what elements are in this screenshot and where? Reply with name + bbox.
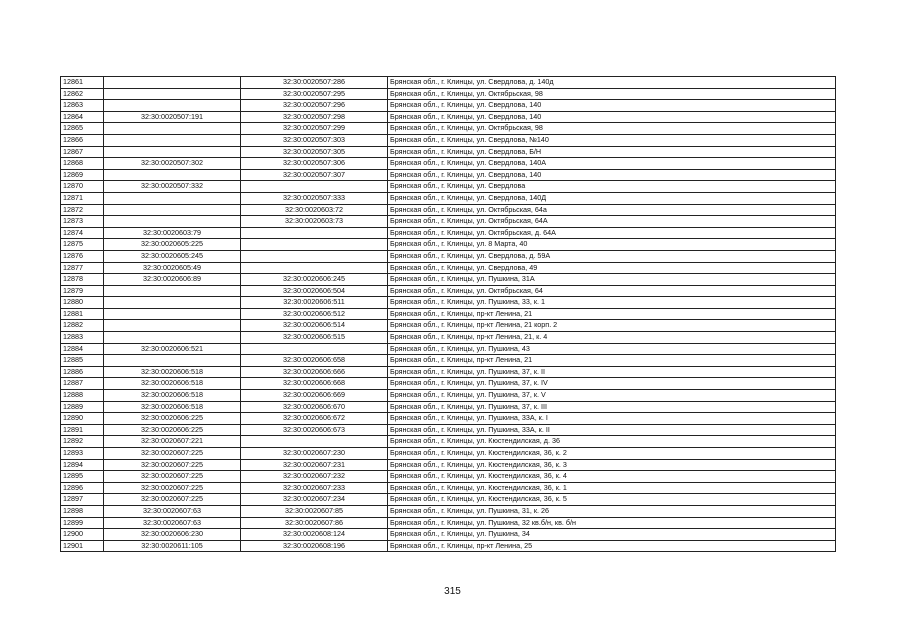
- table-row: [61, 158, 836, 170]
- address-cell: Брянская обл., г. Клинцы, ул. Пушкина, 37, к. III: [388, 401, 836, 413]
- parent-cadastral-number-cell: [104, 285, 241, 297]
- row-number-cell: 12870: [61, 181, 104, 193]
- cadastral-number-cell: 32:30:0020507:298: [241, 111, 388, 123]
- row-number-cell: 12872: [61, 204, 104, 216]
- parent-cadastral-number-cell: 32:30:0020611:105: [104, 540, 241, 552]
- parent-cadastral-number-cell: [104, 216, 241, 228]
- table-row: [61, 517, 836, 529]
- parent-cadastral-number-cell: [104, 308, 241, 320]
- table-row: [61, 390, 836, 402]
- row-number-cell: 12889: [61, 401, 104, 413]
- cadastral-number-cell: 32:30:0020606:668: [241, 378, 388, 390]
- cadastral-number-cell: 32:30:0020606:673: [241, 424, 388, 436]
- address-cell: Брянская обл., г. Клинцы, ул. Октябрьская, д. 64А: [388, 227, 836, 239]
- parent-cadastral-number-cell: 32:30:0020606:225: [104, 413, 241, 425]
- address-cell: Брянская обл., г. Клинцы, ул. Кюстендилская, 36, к. 3: [388, 459, 836, 471]
- row-number-cell: 12901: [61, 540, 104, 552]
- cadastral-number-cell: [241, 239, 388, 251]
- cadastral-number-cell: 32:30:0020507:299: [241, 123, 388, 135]
- row-number-cell: 12876: [61, 250, 104, 262]
- row-number-cell: 12880: [61, 297, 104, 309]
- table-row: [61, 169, 836, 181]
- table-row: [61, 401, 836, 413]
- cadastral-number-cell: [241, 262, 388, 274]
- address-cell: Брянская обл., г. Клинцы, пр-кт Ленина, 21: [388, 355, 836, 367]
- parent-cadastral-number-cell: [104, 320, 241, 332]
- cadastral-number-cell: 32:30:0020606:669: [241, 390, 388, 402]
- parent-cadastral-number-cell: 32:30:0020507:191: [104, 111, 241, 123]
- parent-cadastral-number-cell: 32:30:0020606:225: [104, 424, 241, 436]
- address-cell: Брянская обл., г. Клинцы, ул. Пушкина, 33А, к. I: [388, 413, 836, 425]
- row-number-cell: 12894: [61, 459, 104, 471]
- row-number-cell: 12886: [61, 366, 104, 378]
- row-number-cell: 12890: [61, 413, 104, 425]
- row-number-cell: 12891: [61, 424, 104, 436]
- row-number-cell: 12871: [61, 192, 104, 204]
- cadastral-number-cell: [241, 250, 388, 262]
- table-row: [61, 424, 836, 436]
- table-row: [61, 366, 836, 378]
- row-number-cell: 12874: [61, 227, 104, 239]
- table-row: [61, 146, 836, 158]
- cadastral-number-cell: 32:30:0020603:72: [241, 204, 388, 216]
- row-number-cell: 12895: [61, 471, 104, 483]
- parent-cadastral-number-cell: 32:30:0020607:225: [104, 494, 241, 506]
- cadastral-number-cell: 32:30:0020606:514: [241, 320, 388, 332]
- parent-cadastral-number-cell: 32:30:0020606:230: [104, 529, 241, 541]
- parent-cadastral-number-cell: 32:30:0020607:63: [104, 517, 241, 529]
- row-number-cell: 12877: [61, 262, 104, 274]
- cadastral-number-cell: 32:30:0020606:672: [241, 413, 388, 425]
- parent-cadastral-number-cell: 32:30:0020507:302: [104, 158, 241, 170]
- address-cell: Брянская обл., г. Клинцы, ул. Свердлова, 49: [388, 262, 836, 274]
- address-cell: Брянская обл., г. Клинцы, ул. Октябрьская, 98: [388, 123, 836, 135]
- row-number-cell: 12884: [61, 343, 104, 355]
- row-number-cell: 12883: [61, 332, 104, 344]
- parent-cadastral-number-cell: 32:30:0020606:518: [104, 401, 241, 413]
- row-number-cell: 12878: [61, 274, 104, 286]
- table-row: [61, 540, 836, 552]
- parent-cadastral-number-cell: 32:30:0020606:521: [104, 343, 241, 355]
- row-number-cell: 12861: [61, 77, 104, 89]
- cadastral-number-cell: 32:30:0020607:86: [241, 517, 388, 529]
- cadastral-number-cell: 32:30:0020606:245: [241, 274, 388, 286]
- address-cell: Брянская обл., г. Клинцы, ул. Кюстендилская, д. 36: [388, 436, 836, 448]
- cadastral-number-cell: 32:30:0020607:230: [241, 448, 388, 460]
- table-row: [61, 355, 836, 367]
- address-cell: Брянская обл., г. Клинцы, ул. Свердлова: [388, 181, 836, 193]
- parent-cadastral-number-cell: 32:30:0020607:225: [104, 459, 241, 471]
- address-cell: Брянская обл., г. Клинцы, ул. Пушкина, 37, к. IV: [388, 378, 836, 390]
- cadastral-number-cell: 32:30:0020507:306: [241, 158, 388, 170]
- cadastral-number-cell: [241, 181, 388, 193]
- cadastral-number-cell: 32:30:0020608:124: [241, 529, 388, 541]
- cadastral-number-cell: 32:30:0020507:303: [241, 134, 388, 146]
- row-number-cell: 12865: [61, 123, 104, 135]
- cadastral-number-cell: 32:30:0020507:333: [241, 192, 388, 204]
- table-row: [61, 494, 836, 506]
- table-row: [61, 204, 836, 216]
- cadastral-number-cell: 32:30:0020606:666: [241, 366, 388, 378]
- address-cell: Брянская обл., г. Клинцы, ул. Свердлова, д. 140д: [388, 77, 836, 89]
- table-row: [61, 239, 836, 251]
- table-row: [61, 320, 836, 332]
- cadastral-number-cell: 32:30:0020603:73: [241, 216, 388, 228]
- registry-table-body: [61, 77, 836, 552]
- parent-cadastral-number-cell: 32:30:0020605:49: [104, 262, 241, 274]
- cadastral-number-cell: 32:30:0020507:307: [241, 169, 388, 181]
- address-cell: Брянская обл., г. Клинцы, ул. Октябрьская, 64А: [388, 216, 836, 228]
- parent-cadastral-number-cell: 32:30:0020605:245: [104, 250, 241, 262]
- row-number-cell: 12900: [61, 529, 104, 541]
- address-cell: Брянская обл., г. Клинцы, ул. Свердлова, 140: [388, 111, 836, 123]
- address-cell: Брянская обл., г. Клинцы, ул. Пушкина, 31, к. 26: [388, 505, 836, 517]
- registry-table: [60, 76, 836, 552]
- table-row: [61, 227, 836, 239]
- cadastral-number-cell: [241, 436, 388, 448]
- parent-cadastral-number-cell: [104, 332, 241, 344]
- address-cell: Брянская обл., г. Клинцы, ул. Октябрьская, 98: [388, 88, 836, 100]
- cadastral-number-cell: 32:30:0020607:234: [241, 494, 388, 506]
- row-number-cell: 12899: [61, 517, 104, 529]
- table-row: [61, 436, 836, 448]
- address-cell: Брянская обл., г. Клинцы, пр-кт Ленина, 21: [388, 308, 836, 320]
- parent-cadastral-number-cell: 32:30:0020607:63: [104, 505, 241, 517]
- parent-cadastral-number-cell: [104, 146, 241, 158]
- row-number-cell: 12873: [61, 216, 104, 228]
- table-row: [61, 111, 836, 123]
- row-number-cell: 12897: [61, 494, 104, 506]
- table-row: [61, 77, 836, 89]
- parent-cadastral-number-cell: 32:30:0020607:225: [104, 482, 241, 494]
- row-number-cell: 12893: [61, 448, 104, 460]
- parent-cadastral-number-cell: [104, 297, 241, 309]
- address-cell: Брянская обл., г. Клинцы, ул. Пушкина, 43: [388, 343, 836, 355]
- cadastral-number-cell: [241, 227, 388, 239]
- parent-cadastral-number-cell: [104, 100, 241, 112]
- address-cell: Брянская обл., г. Клинцы, ул. Свердлова, Б/Н: [388, 146, 836, 158]
- row-number-cell: 12864: [61, 111, 104, 123]
- row-number-cell: 12898: [61, 505, 104, 517]
- parent-cadastral-number-cell: 32:30:0020605:225: [104, 239, 241, 251]
- row-number-cell: 12875: [61, 239, 104, 251]
- address-cell: Брянская обл., г. Клинцы, ул. Свердлова, 140А: [388, 158, 836, 170]
- parent-cadastral-number-cell: 32:30:0020606:518: [104, 390, 241, 402]
- page-number: 315: [444, 586, 461, 597]
- address-cell: Брянская обл., г. Клинцы, ул. Октябрьская, 64а: [388, 204, 836, 216]
- row-number-cell: 12885: [61, 355, 104, 367]
- parent-cadastral-number-cell: 32:30:0020606:89: [104, 274, 241, 286]
- cadastral-number-cell: 32:30:0020606:658: [241, 355, 388, 367]
- table-row: [61, 134, 836, 146]
- cadastral-number-cell: 32:30:0020507:295: [241, 88, 388, 100]
- cadastral-number-cell: 32:30:0020607:231: [241, 459, 388, 471]
- table-row: [61, 274, 836, 286]
- row-number-cell: 12882: [61, 320, 104, 332]
- parent-cadastral-number-cell: [104, 192, 241, 204]
- row-number-cell: 12888: [61, 390, 104, 402]
- cadastral-number-cell: 32:30:0020507:296: [241, 100, 388, 112]
- cadastral-number-cell: 32:30:0020606:511: [241, 297, 388, 309]
- row-number-cell: 12868: [61, 158, 104, 170]
- table-row: [61, 100, 836, 112]
- table-row: [61, 343, 836, 355]
- table-row: [61, 88, 836, 100]
- parent-cadastral-number-cell: 32:30:0020603:79: [104, 227, 241, 239]
- address-cell: Брянская обл., г. Клинцы, пр-кт Ленина, 25: [388, 540, 836, 552]
- address-cell: Брянская обл., г. Клинцы, ул. Пушкина, 31А: [388, 274, 836, 286]
- address-cell: Брянская обл., г. Клинцы, ул. Свердлова, №140: [388, 134, 836, 146]
- table-row: [61, 123, 836, 135]
- row-number-cell: 12869: [61, 169, 104, 181]
- table-row: [61, 471, 836, 483]
- cadastral-number-cell: 32:30:0020607:85: [241, 505, 388, 517]
- address-cell: Брянская обл., г. Клинцы, ул. Октябрьская, 64: [388, 285, 836, 297]
- table-row: [61, 181, 836, 193]
- table-row: [61, 459, 836, 471]
- address-cell: Брянская обл., г. Клинцы, ул. Кюстендилская, 36, к. 2: [388, 448, 836, 460]
- cadastral-number-cell: 32:30:0020606:512: [241, 308, 388, 320]
- address-cell: Брянская обл., г. Клинцы, ул. Пушкина, 33А, к. II: [388, 424, 836, 436]
- parent-cadastral-number-cell: [104, 355, 241, 367]
- cadastral-number-cell: 32:30:0020607:232: [241, 471, 388, 483]
- row-number-cell: 12896: [61, 482, 104, 494]
- table-row: [61, 262, 836, 274]
- address-cell: Брянская обл., г. Клинцы, ул. Пушкина, 37, к. II: [388, 366, 836, 378]
- parent-cadastral-number-cell: 32:30:0020607:225: [104, 448, 241, 460]
- parent-cadastral-number-cell: [104, 204, 241, 216]
- address-cell: Брянская обл., г. Клинцы, ул. 8 Марта, 40: [388, 239, 836, 251]
- table-row: [61, 216, 836, 228]
- row-number-cell: 12881: [61, 308, 104, 320]
- row-number-cell: 12866: [61, 134, 104, 146]
- parent-cadastral-number-cell: [104, 134, 241, 146]
- parent-cadastral-number-cell: [104, 123, 241, 135]
- address-cell: Брянская обл., г. Клинцы, ул. Свердлова, д. 59А: [388, 250, 836, 262]
- address-cell: Брянская обл., г. Клинцы, ул. Пушкина, 34: [388, 529, 836, 541]
- address-cell: Брянская обл., г. Клинцы, ул. Пушкина, 32 кв.б/н, кв. б/н: [388, 517, 836, 529]
- parent-cadastral-number-cell: [104, 169, 241, 181]
- table-row: [61, 285, 836, 297]
- parent-cadastral-number-cell: 32:30:0020607:221: [104, 436, 241, 448]
- parent-cadastral-number-cell: [104, 88, 241, 100]
- parent-cadastral-number-cell: [104, 77, 241, 89]
- table-row: [61, 529, 836, 541]
- address-cell: Брянская обл., г. Клинцы, ул. Свердлова, 140: [388, 169, 836, 181]
- address-cell: Брянская обл., г. Клинцы, пр-кт Ленина, 21 корп. 2: [388, 320, 836, 332]
- address-cell: Брянская обл., г. Клинцы, ул. Свердлова, 140Д: [388, 192, 836, 204]
- address-cell: Брянская обл., г. Клинцы, пр-кт Ленина, 21, к. 4: [388, 332, 836, 344]
- table-row: [61, 378, 836, 390]
- cadastral-number-cell: 32:30:0020507:286: [241, 77, 388, 89]
- cadastral-number-cell: 32:30:0020606:504: [241, 285, 388, 297]
- cadastral-number-cell: 32:30:0020607:233: [241, 482, 388, 494]
- row-number-cell: 12879: [61, 285, 104, 297]
- parent-cadastral-number-cell: 32:30:0020606:518: [104, 378, 241, 390]
- cadastral-number-cell: 32:30:0020606:515: [241, 332, 388, 344]
- address-cell: Брянская обл., г. Клинцы, ул. Пушкина, 37, к. V: [388, 390, 836, 402]
- cadastral-number-cell: 32:30:0020606:670: [241, 401, 388, 413]
- cadastral-number-cell: [241, 343, 388, 355]
- row-number-cell: 12862: [61, 88, 104, 100]
- address-cell: Брянская обл., г. Клинцы, ул. Свердлова, 140: [388, 100, 836, 112]
- table-row: [61, 192, 836, 204]
- parent-cadastral-number-cell: 32:30:0020606:518: [104, 366, 241, 378]
- table-row: [61, 332, 836, 344]
- table-row: [61, 297, 836, 309]
- row-number-cell: 12892: [61, 436, 104, 448]
- cadastral-number-cell: 32:30:0020507:305: [241, 146, 388, 158]
- parent-cadastral-number-cell: 32:30:0020507:332: [104, 181, 241, 193]
- row-number-cell: 12867: [61, 146, 104, 158]
- row-number-cell: 12863: [61, 100, 104, 112]
- parent-cadastral-number-cell: 32:30:0020607:225: [104, 471, 241, 483]
- address-cell: Брянская обл., г. Клинцы, ул. Кюстендилская, 36, к. 4: [388, 471, 836, 483]
- table-row: [61, 505, 836, 517]
- table-row: [61, 250, 836, 262]
- address-cell: Брянская обл., г. Клинцы, ул. Кюстендилская, 36, к. 1: [388, 482, 836, 494]
- address-cell: Брянская обл., г. Клинцы, ул. Кюстендилская, 36, к. 5: [388, 494, 836, 506]
- table-row: [61, 413, 836, 425]
- table-row: [61, 308, 836, 320]
- table-row: [61, 448, 836, 460]
- cadastral-number-cell: 32:30:0020608:196: [241, 540, 388, 552]
- row-number-cell: 12887: [61, 378, 104, 390]
- table-row: [61, 482, 836, 494]
- address-cell: Брянская обл., г. Клинцы, ул. Пушкина, 33, к. 1: [388, 297, 836, 309]
